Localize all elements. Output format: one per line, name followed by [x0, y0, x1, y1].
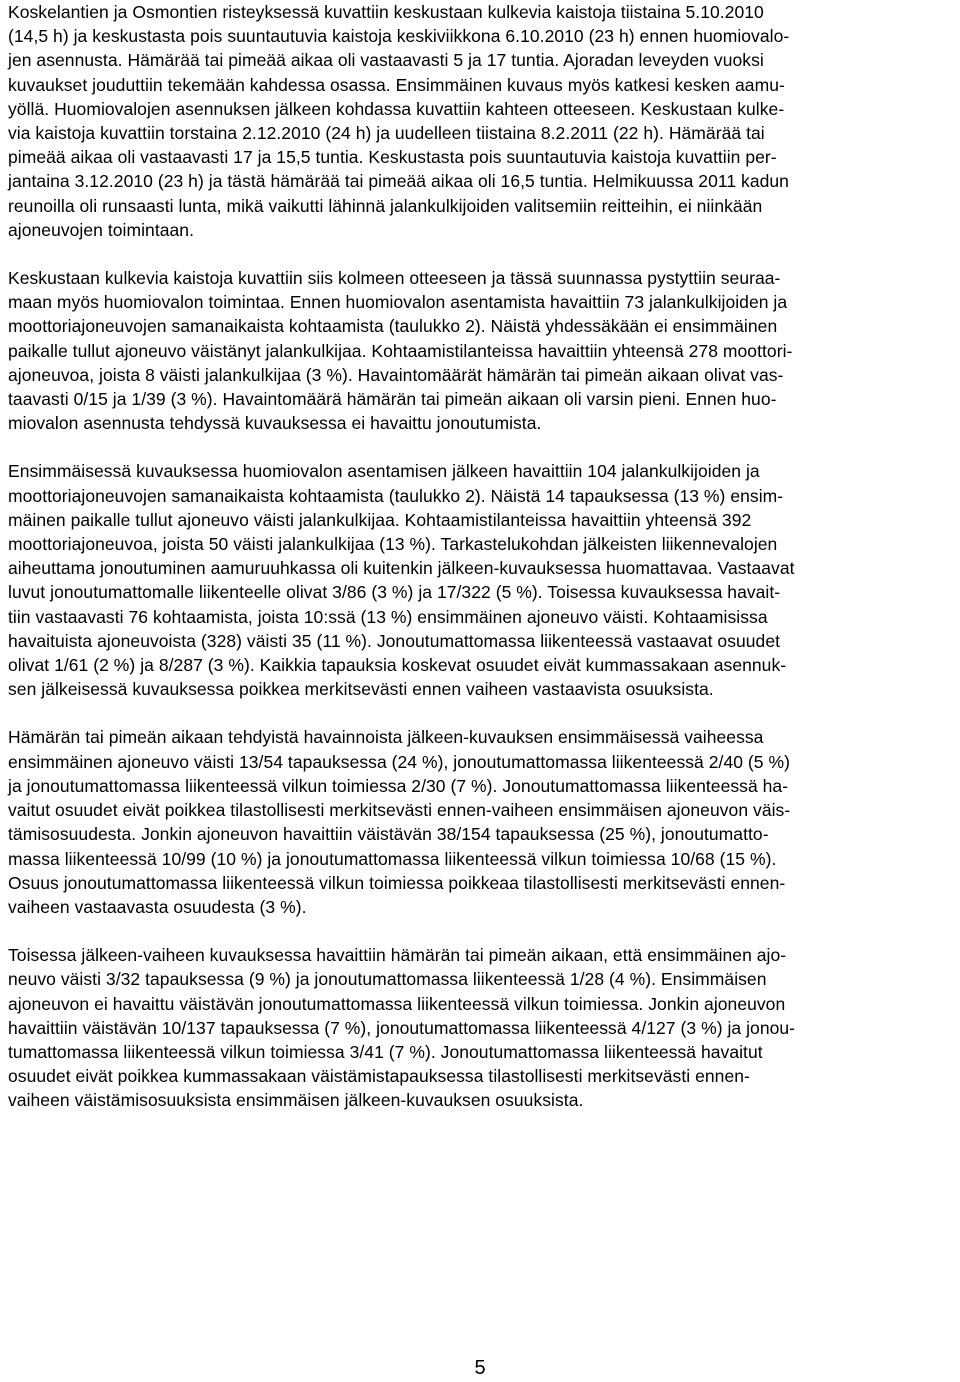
text-line: yöllä. Huomiovalojen asennuksen jälkeen kohdassa kuvattiin kahteen otteeseen. Keskustaan kulke- — [8, 98, 785, 119]
text-line: moottoriajoneuvojen samanaikaista kohtaamista (taulukko 2). Näistä 14 tapauksessa (13 %) ensim- — [8, 485, 784, 506]
text-line: ajoneuvojen toimintaan. — [8, 219, 195, 240]
text-line: luvut jonoutumattomalle liikenteelle olivat 3/86 (3 %) ja 17/322 (5 %). Toisessa kuvauksessa havait- — [8, 582, 781, 603]
text-line: havaituista ajoneuvoista (328) väisti 35 (11 %). Jonoutumattomassa liikenteessä vastaavat osuudet — [8, 630, 781, 651]
text-line: Ensimmäisessä kuvauksessa huomiovalon asentamisen jälkeen havaittiin 104 jalankulkijoiden ja — [8, 461, 760, 482]
text-line: via kaistoja kuvattiin torstaina 2.12.2010 (24 h) ja uudelleen tiistaina 8.2.2011 (22 h). Hämärää tai — [8, 123, 765, 144]
paragraph-dusk-dark-first-phase — [8, 725, 944, 919]
text-line: paikalle tullut ajoneuvo väistänyt jalankulkijaa. Kohtaamistilanteissa havaittiin yhteensä 278 moottori- — [8, 340, 793, 361]
paragraph-shooting-schedule — [8, 0, 944, 242]
text-line: moottoriajoneuvoa, joista 50 väisti jalankulkijaa (13 %). Tarkastelukohdan jälkeisten liikennevalojen — [8, 534, 778, 555]
paragraph-before-installation — [8, 266, 944, 435]
text-line: taavasti 0/15 ja 1/39 (3 %). Havaintomäärä hämärän tai pimeän aikaan oli varsin pieni. Ennen huo- — [8, 389, 777, 410]
paragraph-dusk-dark-second-phase — [8, 943, 944, 1112]
text-line: ja jonoutumattomassa liikenteessä vilkun toimiessa 2/30 (7 %). Jonoutumattomassa liikenteessä ha- — [8, 775, 789, 796]
text-line: aiheuttama jonoutuminen aamuruuhkassa oli kuitenkin jälkeen-kuvauksessa huomattavaa. Vastaavat — [8, 558, 795, 579]
text-line: sen jälkeisessä kuvauksessa poikkea merkitsevästi ennen vaiheen vastaavista osuuksista. — [8, 679, 714, 700]
text-line: Keskustaan kulkevia kaistoja kuvattiin siis kolmeen otteeseen ja tässä suunnassa pystyttiin seuraa- — [8, 268, 781, 289]
text-line: tämisosuudesta. Jonkin ajoneuvon havaittiin väistävän 38/154 tapauksessa (25 %), jonoutumatto- — [8, 824, 769, 845]
text-line: tiin vastaavasti 76 kohtaamista, joista 10:ssä (13 %) ensimmäinen ajoneuvo väisti. Kohtaamisissa — [8, 606, 768, 627]
text-line: mäinen paikalle tullut ajoneuvo väisti jalankulkijaa. Kohtaamistilanteissa havaittiin yhteensä 392 — [8, 509, 752, 530]
text-line: osuudet eivät poikkea kummassakaan väistämistapauksessa tilastollisesti merkitsevästi ennen- — [8, 1066, 750, 1087]
text-line: jen asennusta. Hämärää tai pimeää aikaa oli vastaavasti 5 ja 17 tuntia. Ajoradan leveyden vuoksi — [8, 50, 764, 71]
text-line: Toisessa jälkeen-vaiheen kuvauksessa havaittiin hämärän tai pimeän aikaan, että ensimmäinen ajo- — [8, 945, 787, 966]
text-line: maan myös huomiovalon toimintaa. Ennen huomiovalon asentamista havaittiin 73 jalankulkijoiden ja — [8, 292, 788, 313]
text-line: pimeää aikaa oli vastaavasti 17 ja 15,5 tuntia. Keskustasta pois suuntautuvia kaistoja kuvattiin per- — [8, 147, 777, 168]
text-line: olivat 1/61 (2 %) ja 8/287 (3 %). Kaikkia tapauksia koskevat osuudet eivät kummassakaan asennuk- — [8, 655, 787, 676]
text-line: ensimmäinen ajoneuvo väisti 13/54 tapauksessa (24 %), jonoutumattomassa liikenteessä 2/40 (5 %) — [8, 751, 790, 772]
document-page — [8, 0, 944, 1137]
text-line: vaitut osuudet eivät poikkea tilastollisesti merkitsevästi ennen-vaiheen ensimmäisen ajoneuvon väis- — [8, 800, 791, 821]
text-line: (14,5 h) ja keskustasta pois suuntautuvia kaistoja keskiviikkona 6.10.2010 (23 h) ennen huomiovalo- — [8, 26, 790, 47]
text-line: neuvo väisti 3/32 tapauksessa (9 %) ja jonoutumattomassa liikenteessä 1/28 (4 %). Ensimmäisen — [8, 969, 767, 990]
text-line: vaiheen väistämisosuuksista ensimmäisen jälkeen-kuvauksen osuuksista. — [8, 1090, 584, 1111]
text-line: ajoneuvoa, joista 8 väisti jalankulkijaa (3 %). Havaintomäärät hämärän tai pimeän aikaan olivat vas- — [8, 364, 784, 385]
text-line: Osuus jonoutumattomassa liikenteessä vilkun toimiessa poikkeaa tilastollisesti merkitsevästi ennen- — [8, 872, 786, 893]
text-line: reunoilla oli runsaasti lunta, mikä vaikutti lähinnä jalankulkijoiden valitsemiin reitteihin, ei niinkään — [8, 195, 763, 216]
paragraph-first-after-survey — [8, 459, 944, 701]
text-line: havaittiin väistävän 10/137 tapauksessa (7 %), jonoutumattomassa liikenteessä 4/127 (3 %) ja jonou- — [8, 1017, 796, 1038]
text-line: tumattomassa liikenteessä vilkun toimiessa 3/41 (7 %). Jonoutumattomassa liikenteessä havaitut — [8, 1041, 763, 1062]
text-line: ajoneuvon ei havaittu väistävän jonoutumattomassa liikenteessä vilkun toimiessa. Jonkin ajoneuvon — [8, 993, 786, 1014]
text-line: miovalon asennusta tehdyssä kuvauksessa ei havaittu jonoutumista. — [8, 413, 542, 434]
text-line: jantaina 3.12.2010 (23 h) ja tästä hämärää tai pimeää aikaa oli 16,5 tuntia. Helmikuussa 2011 kadun — [8, 171, 789, 192]
text-line: kuvaukset jouduttiin tekemään kahdessa osassa. Ensimmäinen kuvaus myös katkesi kesken aamu- — [8, 74, 785, 95]
text-line: Koskelantien ja Osmontien risteyksessä kuvattiin keskustaan kulkevia kaistoja tiistaina 5.10.2010 — [8, 2, 764, 22]
text-line: massa liikenteessä 10/99 (10 %) ja jonoutumattomassa liikenteessä vilkun toimiessa 10/68 (15 %). — [8, 848, 777, 869]
text-line: vaiheen vastaavasta osuudesta (3 %). — [8, 896, 307, 917]
page-number: 5 — [474, 1357, 486, 1379]
text-line: Hämärän tai pimeän aikaan tehdyistä havainnoista jälkeen-kuvauksen ensimmäisessä vaiheessa — [8, 727, 764, 748]
text-line: moottoriajoneuvojen samanaikaista kohtaamista (taulukko 2). Näistä yhdessäkään ei ensimmäinen — [8, 316, 778, 337]
